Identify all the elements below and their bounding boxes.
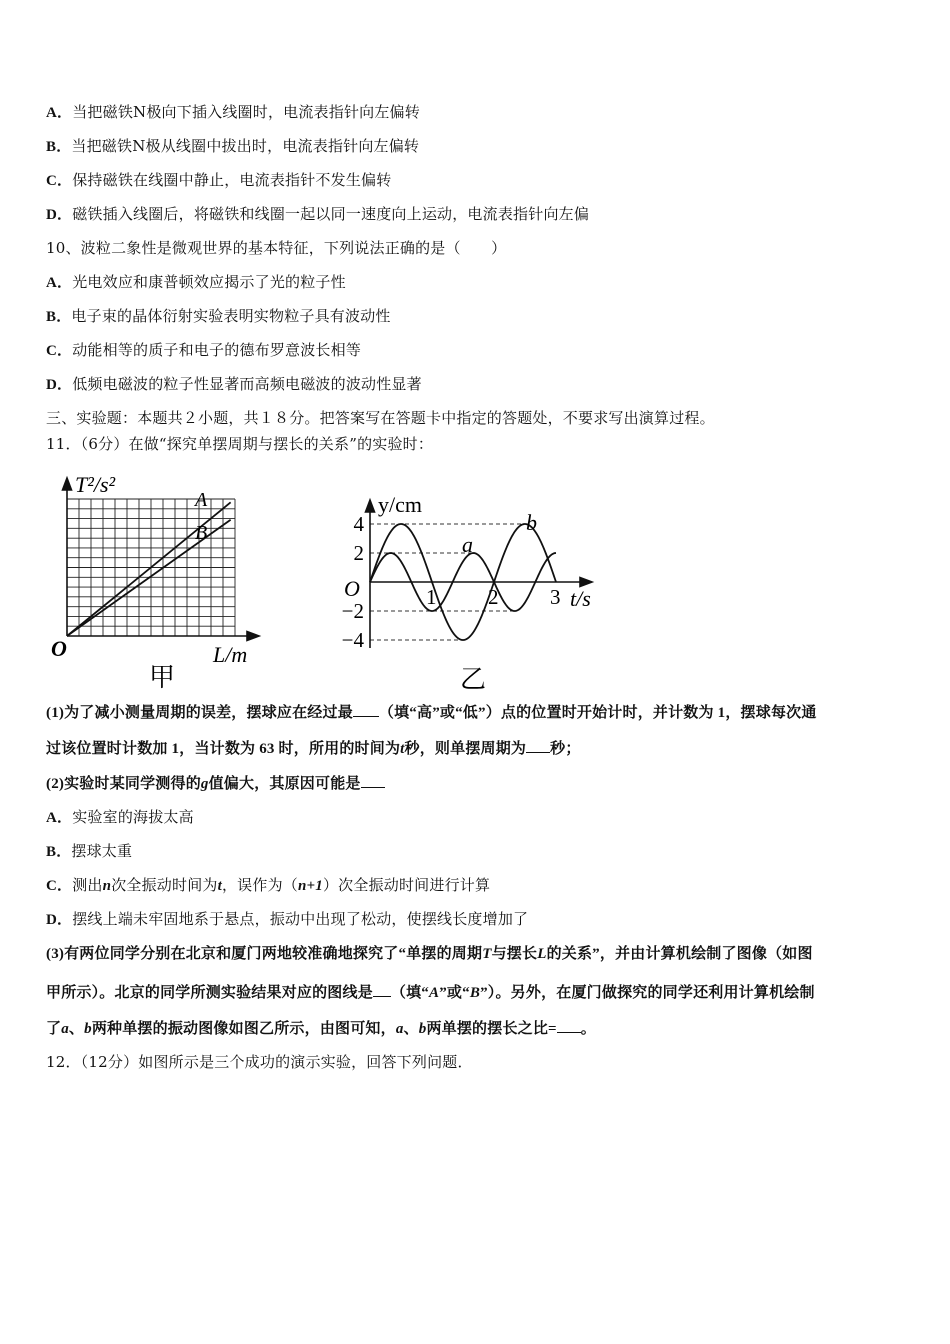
text: （填“高”或“低”）点的位置时开始计时，并计数为 1，摆球每次通 bbox=[378, 705, 817, 721]
chart-yi bbox=[330, 488, 620, 693]
var-B: B bbox=[469, 985, 481, 1001]
option-text: 动能相等的质子和电子的德布罗意波长相等 bbox=[72, 341, 362, 359]
answer-blank[interactable] bbox=[557, 1018, 581, 1033]
var-g: g bbox=[200, 776, 209, 792]
q11-part3-line2 bbox=[46, 982, 815, 1003]
option-letter: D． bbox=[46, 912, 73, 928]
text: 次全振动时间为 bbox=[111, 876, 218, 894]
q10-option-d bbox=[46, 374, 422, 395]
answer-blank[interactable] bbox=[526, 738, 550, 753]
option-text: 当把磁铁N极从线圈中拔出时，电流表指针向左偏转 bbox=[71, 137, 420, 155]
x-axis-label: t/s bbox=[570, 586, 591, 611]
y-axis-arrow bbox=[366, 500, 375, 512]
text: ）次全振动时间进行计算 bbox=[322, 876, 491, 894]
text: ”或“ bbox=[439, 985, 470, 1001]
chart-caption: 乙 bbox=[460, 665, 487, 693]
var-n: n bbox=[102, 878, 112, 894]
q11-part2-option-c bbox=[46, 875, 490, 896]
option-letter: A． bbox=[46, 810, 73, 826]
q11-part2-stem bbox=[46, 773, 385, 794]
chart-yi-axes bbox=[366, 500, 593, 648]
text: (2)实验时某同学测得的 bbox=[46, 776, 201, 792]
section-heading: 三、实验题：本题共２小题，共１８分。把答案写在答题卡中指定的答题处，不要求写出演算过程。 bbox=[46, 409, 715, 427]
text: 甲所示）。北京的同学所测实验结果对应的图线是 bbox=[46, 985, 373, 1001]
x-axis-arrow bbox=[247, 632, 259, 641]
text: 、 bbox=[403, 1021, 419, 1037]
var-a: a bbox=[395, 1021, 404, 1037]
q11-part1-line1 bbox=[46, 702, 817, 723]
text: 的关系”，并由计算机绘制了图像（如图 bbox=[546, 946, 813, 962]
series-label-b: B bbox=[195, 522, 208, 544]
x-tick-label: 2 bbox=[488, 585, 499, 609]
text: 过该位置时计数加 1，当计数为 63 时，所用的时间为 bbox=[46, 741, 401, 757]
q9-option-b bbox=[46, 136, 419, 157]
origin-label: O bbox=[51, 636, 67, 661]
option-letter: C． bbox=[46, 878, 73, 894]
option-text: 当把磁铁N极向下插入线圈时，电流表指针向左偏转 bbox=[72, 103, 420, 121]
text: (1)为了减小测量周期的误差，摆球应在经过最 bbox=[46, 705, 353, 721]
q10-option-b bbox=[46, 306, 391, 327]
q10-stem: 10、波粒二象性是微观世界的基本特征，下列说法正确的是（ ） bbox=[46, 239, 507, 257]
text: ”）。另外，在厦门做探究的同学还利用计算机绘制 bbox=[480, 985, 815, 1001]
text: 、 bbox=[68, 1021, 85, 1037]
var-n-plus-1: n+1 bbox=[297, 878, 323, 894]
answer-blank[interactable] bbox=[373, 982, 391, 997]
var-t: t bbox=[400, 741, 405, 757]
q10-option-a bbox=[46, 272, 346, 293]
text: 两种单摆的振动图像如图乙所示，由图可知， bbox=[91, 1021, 396, 1037]
option-letter: D． bbox=[46, 377, 73, 393]
q10-option-c bbox=[46, 340, 361, 361]
q11-part1-line2 bbox=[46, 738, 581, 759]
text: （填“ bbox=[390, 985, 430, 1001]
series-label-b: b bbox=[526, 510, 537, 535]
text: ，误作为（ bbox=[221, 876, 298, 894]
q11-part3-line1 bbox=[46, 944, 813, 964]
q12-stem: 12．（12分）如图所示是三个成功的演示实验，回答下列问题． bbox=[46, 1053, 473, 1071]
option-text: 摆球太重 bbox=[71, 842, 133, 860]
series-label-a: A bbox=[195, 489, 208, 511]
text: 值偏大，其原因可能是 bbox=[208, 776, 361, 792]
y-tick-label: 4 bbox=[353, 512, 364, 536]
text: (3)有两位同学分别在北京和厦门两地较准确地探究了“单摆的周期 bbox=[46, 946, 483, 962]
var-T: T bbox=[482, 946, 492, 962]
chart-caption: 甲 bbox=[149, 663, 176, 691]
y-axis-label: y/cm bbox=[378, 492, 422, 517]
option-letter: B． bbox=[46, 309, 72, 325]
text: 。 bbox=[580, 1021, 596, 1037]
var-a: a bbox=[61, 1021, 69, 1037]
option-text: 实验室的海拔太高 bbox=[72, 808, 194, 826]
var-b: b bbox=[84, 1021, 92, 1037]
option-text: 低频电磁波的粒子性显著而高频电磁波的波动性显著 bbox=[72, 375, 422, 393]
text: 测出 bbox=[72, 876, 103, 894]
q9-option-a bbox=[46, 102, 420, 123]
option-text: 保持磁铁在线圈中静止，电流表指针不发生偏转 bbox=[72, 171, 392, 189]
text: 了 bbox=[46, 1021, 62, 1037]
option-text: 磁铁插入线圈后，将磁铁和线圈一起以同一速度向上运动，电流表指针向左偏 bbox=[72, 205, 590, 223]
q11-part2-option-d bbox=[46, 909, 528, 930]
x-tick-label: 1 bbox=[426, 585, 437, 609]
y-tick-label: 2 bbox=[353, 541, 364, 565]
text: 秒，则单摆周期为 bbox=[404, 741, 527, 757]
x-tick-label: 3 bbox=[550, 585, 561, 609]
option-text: 电子束的晶体衍射实验表明实物粒子具有波动性 bbox=[71, 307, 391, 325]
q11-part2-option-b bbox=[46, 841, 132, 862]
option-letter: A． bbox=[46, 275, 73, 291]
text: 两单摆的摆长之比= bbox=[426, 1021, 557, 1037]
option-text: 摆线上端未牢固地系于悬点，振动中出现了松动，使摆线长度增加了 bbox=[72, 910, 529, 928]
var-b: b bbox=[418, 1021, 427, 1037]
y-axis-label: T²/s² bbox=[75, 472, 116, 497]
origin-label: O bbox=[344, 576, 360, 601]
chart-jia bbox=[45, 466, 275, 691]
option-text: 光电效应和康普顿效应揭示了光的粒子性 bbox=[72, 273, 346, 291]
var-A: A bbox=[429, 985, 440, 1001]
y-tick-label: −4 bbox=[341, 628, 364, 652]
text: 秒； bbox=[550, 741, 581, 757]
option-letter: C． bbox=[46, 343, 73, 359]
x-axis-label: L/m bbox=[213, 642, 248, 667]
option-letter: B． bbox=[46, 139, 72, 155]
y-tick-label: −2 bbox=[341, 599, 364, 623]
y-axis-arrow bbox=[63, 478, 72, 490]
option-letter: B． bbox=[46, 844, 72, 860]
option-letter: D． bbox=[46, 207, 73, 223]
option-letter: A． bbox=[46, 105, 73, 121]
q9-option-d bbox=[46, 204, 589, 225]
answer-blank[interactable] bbox=[353, 702, 379, 717]
q9-option-c bbox=[46, 170, 391, 191]
series-label-a: a bbox=[462, 532, 473, 557]
q11-part3-line3 bbox=[46, 1018, 596, 1039]
q11-stem: 11．（6分）在做“探究单摆周期与摆长的关系”的实验时： bbox=[46, 435, 434, 453]
answer-blank[interactable] bbox=[361, 773, 385, 788]
q11-part2-option-a bbox=[46, 807, 194, 828]
var-L: L bbox=[537, 946, 547, 962]
option-letter: C． bbox=[46, 173, 73, 189]
text: 与摆长 bbox=[491, 946, 538, 962]
var-t: t bbox=[217, 878, 222, 894]
